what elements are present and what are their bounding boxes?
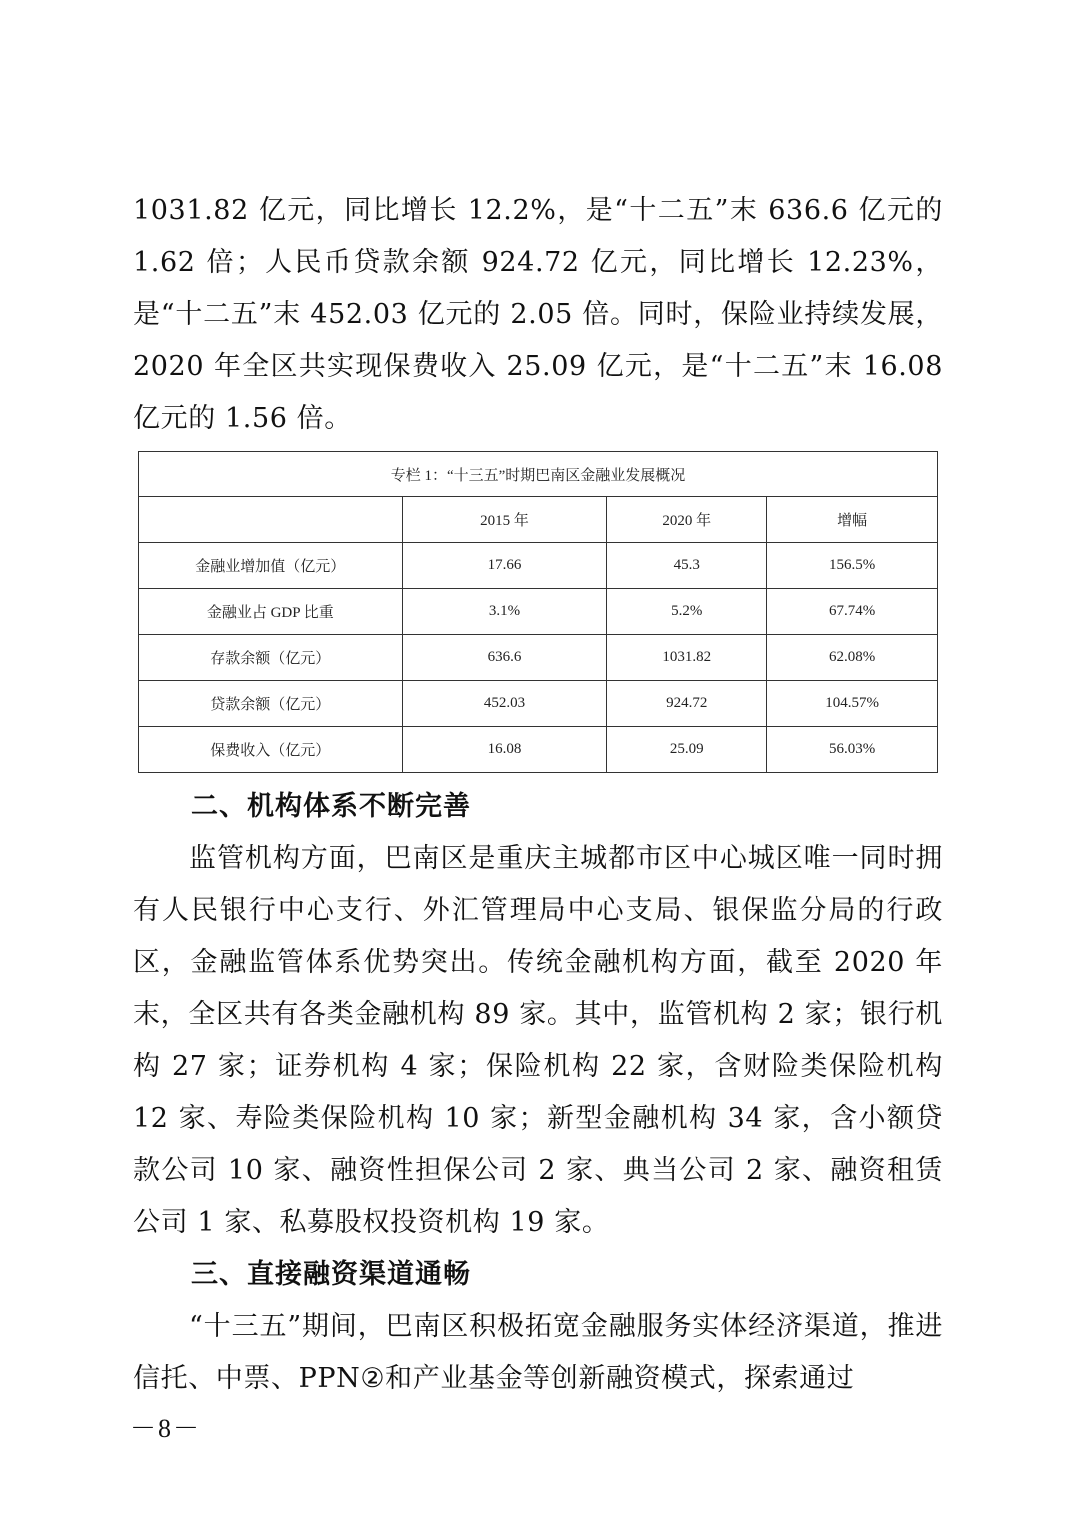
table-cell: 67.74% xyxy=(767,589,938,635)
table-header-cell: 增幅 xyxy=(767,497,938,543)
section-paragraph: “十三五”期间，巴南区积极拓宽金融服务实体经济渠道，推进信托、中票、PPN②和产业基金等创新融资模式，探索通过 xyxy=(133,1311,943,1394)
table-cell: 5.2% xyxy=(607,589,767,635)
intro-paragraph: 1031.82 亿元，同比增长 12.2%，是“十二五”末 636.6 亿元的 1.62 倍；人民币贷款余额 924.72 亿元，同比增长 12.23%，是“十二五”末 452.03 亿元的 2.05 倍。同时，保险业持续发展，2020 年全区共实现保费收入 25.09 亿元，是“十二五”末 16.08 亿元的 1.56 倍。 xyxy=(133,195,943,434)
table-header-cell: 2020 年 xyxy=(607,497,767,543)
table-row xyxy=(139,681,938,727)
table-cell: 45.3 xyxy=(607,543,767,589)
table-cell: 保费收入（亿元） xyxy=(139,727,403,773)
table-row xyxy=(139,727,938,773)
table-header-cell xyxy=(139,497,403,543)
summary-table xyxy=(138,451,938,773)
table-cell: 金融业占 GDP 比重 xyxy=(139,589,403,635)
table-row xyxy=(139,635,938,681)
page-body xyxy=(133,185,943,1405)
section-heading: 三、直接融资渠道通畅 xyxy=(191,1259,471,1290)
table-cell: 62.08% xyxy=(767,635,938,681)
table-row xyxy=(139,543,938,589)
table-cell: 156.5% xyxy=(767,543,938,589)
table-cell: 1031.82 xyxy=(607,635,767,681)
table-header-row xyxy=(139,497,938,543)
table-cell: 存款余额（亿元） xyxy=(139,635,403,681)
table-title-row xyxy=(139,452,938,497)
table-cell: 452.03 xyxy=(402,681,607,727)
table-cell: 3.1% xyxy=(402,589,607,635)
table-cell: 贷款余额（亿元） xyxy=(139,681,403,727)
table-cell: 25.09 xyxy=(607,727,767,773)
table-title: 专栏 1：“十三五”时期巴南区金融业发展概况 xyxy=(139,452,938,497)
table-cell: 金融业增加值（亿元） xyxy=(139,543,403,589)
table-cell: 104.57% xyxy=(767,681,938,727)
section-heading: 二、机构体系不断完善 xyxy=(191,791,471,822)
table-cell: 924.72 xyxy=(607,681,767,727)
table-cell: 636.6 xyxy=(402,635,607,681)
table-cell: 16.08 xyxy=(402,727,607,773)
table-row xyxy=(139,589,938,635)
section-paragraph: 监管机构方面，巴南区是重庆主城都市区中心城区唯一同时拥有人民银行中心支行、外汇管理局中心支局、银保监分局的行政区，金融监管体系优势突出。传统金融机构方面，截至 2020 年末，全区共有各类金融机构 89 家。其中，监管机构 2 家；银行机构 27 家；证券机构 4 家；保险机构 22 家，含财险类保险机构 12 家、寿险类保险机构 10 家；新型金融机构 34 家，含小额贷款公司 10 家、融资性担保公司 2 家、典当公司 2 家、融资租赁公司 1 家、私募股权投资机构 19 家。 xyxy=(133,843,943,1238)
table-header-cell: 2015 年 xyxy=(402,497,607,543)
table-cell: 56.03% xyxy=(767,727,938,773)
table-cell: 17.66 xyxy=(402,543,607,589)
page-number: －8－ xyxy=(130,1414,202,1443)
